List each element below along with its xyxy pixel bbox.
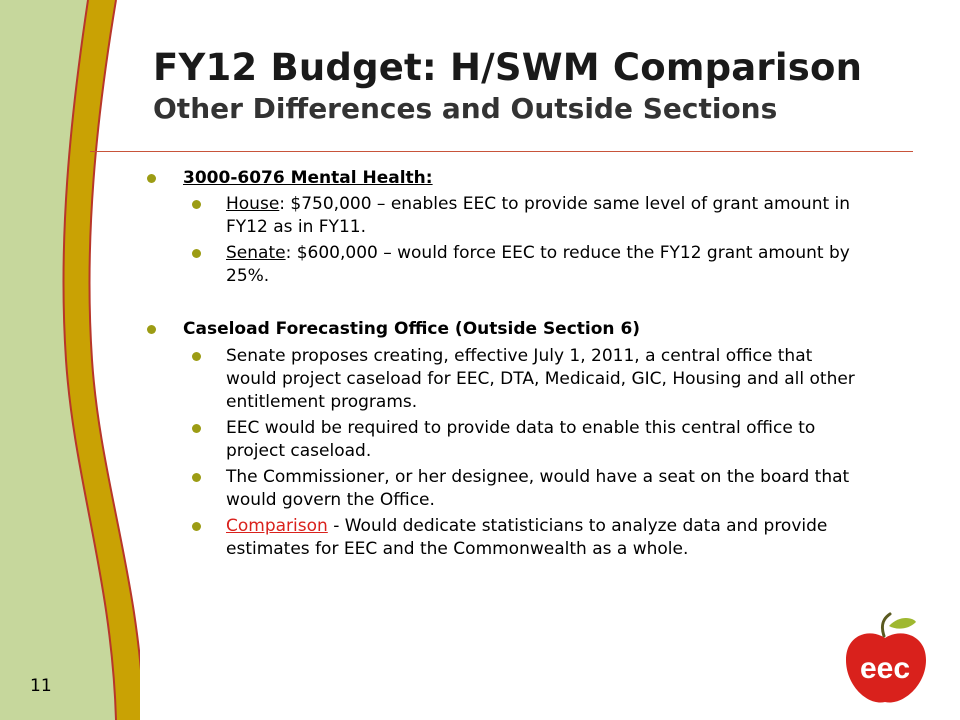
bullet-dot bbox=[192, 249, 201, 258]
slide-subtitle: Other Differences and Outside Sections bbox=[153, 92, 778, 125]
decorative-side-bands bbox=[0, 0, 140, 720]
bullet-dot bbox=[192, 522, 201, 531]
bullet-dot bbox=[192, 473, 201, 482]
senate-label: Senate bbox=[226, 243, 286, 263]
caseload-item: EEC would be required to provide data to enable this central office to project caseload. bbox=[226, 417, 866, 463]
house-item bbox=[226, 193, 866, 239]
caseload-item: Senate proposes creating, effective July 1, 2011, a central office that would project caseload for EEC, DTA, Medicaid, GIC, Housing and all other entitlement programs. bbox=[226, 345, 866, 414]
senate-text: : $600,000 – would force EEC to reduce the FY12 grant amount by 25%. bbox=[226, 243, 850, 286]
svg-text:eec: eec bbox=[859, 652, 911, 685]
bullet-dot bbox=[147, 325, 156, 334]
house-text: : $750,000 – enables EEC to provide same level of grant amount in FY12 as in FY11. bbox=[226, 194, 851, 237]
caseload-heading: Caseload Forecasting Office (Outside Section 6) bbox=[183, 318, 883, 341]
comparison-text: - Would dedicate statisticians to analyze data and provide estimates for EEC and the Commonwealth as a whole. bbox=[226, 516, 828, 559]
house-label: House bbox=[226, 194, 280, 214]
caseload-item: The Commissioner, or her designee, would have a seat on the board that would govern the Office. bbox=[226, 466, 866, 512]
bullet-dot bbox=[147, 174, 156, 183]
bullet-dot bbox=[192, 424, 201, 433]
slide-number: 11 bbox=[30, 676, 52, 696]
bullet-dot bbox=[192, 352, 201, 361]
comparison-item bbox=[226, 515, 866, 561]
senate-item bbox=[226, 242, 866, 288]
eec-logo bbox=[840, 612, 930, 708]
slide-title: FY12 Budget: H/SWM Comparison bbox=[153, 46, 863, 89]
comparison-label: Comparison bbox=[226, 516, 328, 536]
bullet-dot bbox=[192, 200, 201, 209]
mental-health-heading: 3000-6076 Mental Health: bbox=[183, 167, 883, 190]
title-divider bbox=[90, 151, 913, 152]
